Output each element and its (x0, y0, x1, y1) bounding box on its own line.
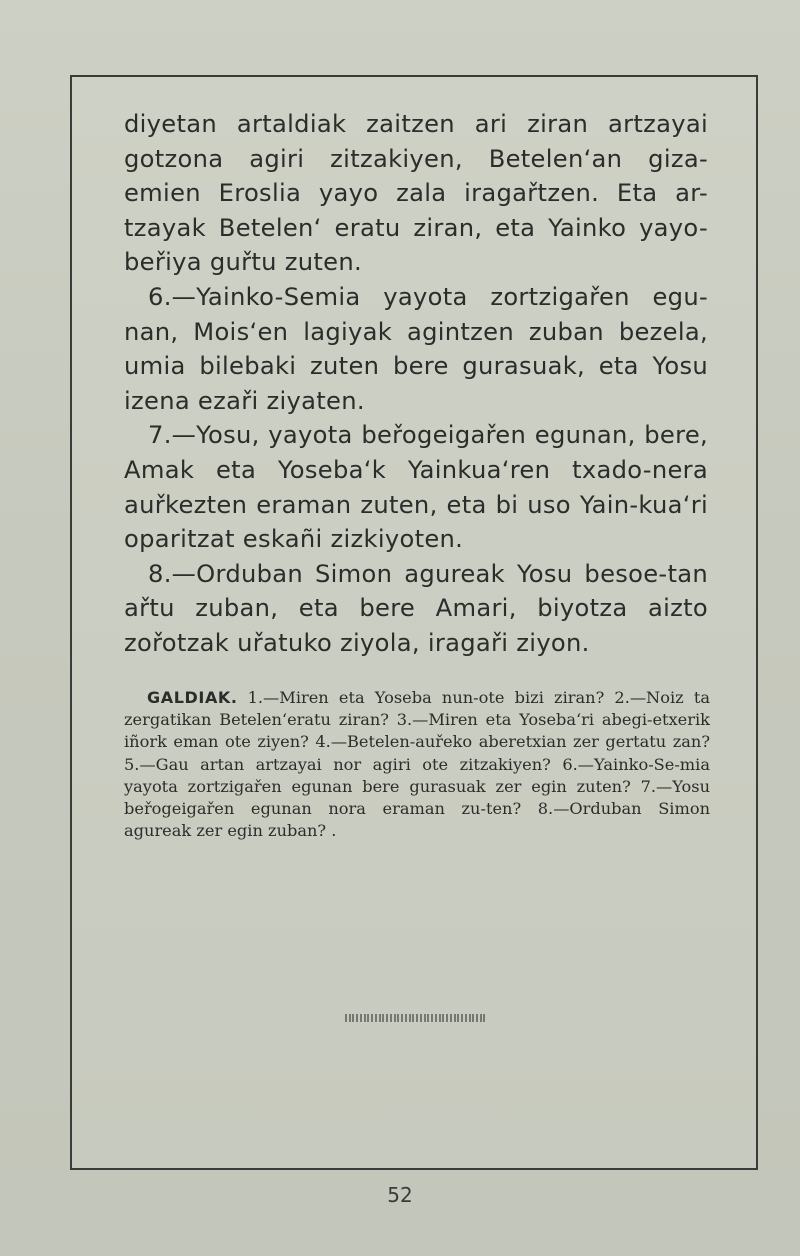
paragraph-8: 8.—Orduban Simon agureak Yosu besoe-tan ařtu zuban, eta bere Amari, biyotza aizto zořotzak uřatuko ziyola, iragaři ziyon. (124, 559, 708, 657)
questions-heading: GALDIAK. (147, 688, 238, 707)
body-text (124, 107, 708, 661)
paragraph-continuation: diyetan artaldiak zaitzen ari ziran artzayai gotzona agiri zitzakiyen, Betelen‘an giza-emien Eroslia yayo zala iragařtzen. Eta ar-tzayak Betelen‘ eratu ziran, eta Yainko yayo-beřiya guřtu zuten. (124, 110, 708, 277)
paragraph-6: 6.—Yainko-Semia yayota zortzigařen egu-nan, Mois‘en lagiyak agintzen zuban bezela, umia bilebaki zuten bere gurasuak, eta Yosu izena ezaři ziyaten. (124, 282, 708, 415)
questions-text: 1.—Miren eta Yoseba nun-ote bizi ziran? 2.—Noiz ta zergatikan Betelen‘eratu ziran? 3.—Miren eta Yoseba‘ri abegi-etxerik iñork eman ote ziyen? 4.—Betelen-auřeko aberetxian zer gertatu zan? 5.—Gau artan artzayai nor agiri ote zitzakiyen? 6.—Yainko-Se-mia yayota zortzigařen egunan bere gurasuak zer egin zuten? 7.—Yosu beřogeigařen egunan nora eraman zu-ten? 8.—Orduban Simon agureak zer egin zuban? . (124, 688, 710, 841)
paragraph-7: 7.—Yosu, yayota beřogeigařen egunan, bere, Amak eta Yoseba‘k Yainkua‘ren txado-nera auřkezten eraman zuten, eta bi uso Yain-kua‘ri oparitzat eskañi zizkiyoten. (124, 421, 708, 554)
questions-block (124, 687, 710, 842)
page-number: 52 (387, 1183, 413, 1207)
page-frame (70, 75, 758, 1170)
ornament-divider (344, 1012, 486, 1024)
